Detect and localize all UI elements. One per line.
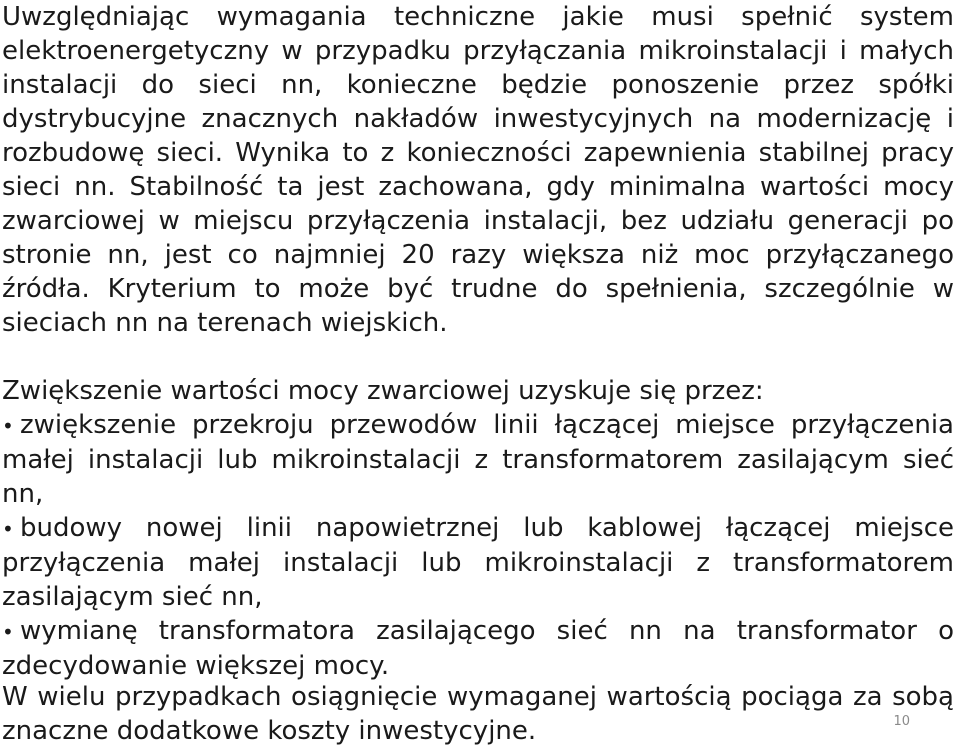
bullet-item: [2, 511, 954, 614]
bullet-text: wymianę transformatora zasilającego sieć nn na transformator o zdecydowanie większej mocy.: [2, 616, 954, 681]
page-number: 10: [893, 714, 910, 729]
bullet-item: [2, 408, 954, 511]
bullet-icon: •: [2, 517, 14, 541]
bullet-text: zwiększenie przekroju przewodów linii łączącej miejsce przyłączenia małej instalacji lub mikroinstalacji z transformatorem zasilającym sieć nn,: [2, 410, 954, 509]
bullet-text: budowy nowej linii napowietrznej lub kablowej łączącej miejsce przyłączenia małej instalacji lub mikroinstalacji z transformatorem zasilającym sieć nn,: [2, 513, 954, 612]
intro-paragraph: Uwzględniając wymagania techniczne jakie musi spełnić system elektroenergetyczny w przypadku przyłączania mikroinstalacji i małych instalacji do sieci nn, konieczne będzie ponoszenie przez spółki dystrybucyjne znacznych nakładów inwestycyjnych na modernizację i rozbudowę sieci. Wynika to z konieczności zapewnienia stabilnej pracy sieci nn. Stabilność ta jest zachowana, gdy minimalna wartości mocy zwarciowej w miejscu przyłączenia instalacji, bez udziału generacji po stronie nn, jest co najmniej 20 razy większa niż moc przyłączanego źródła. Kryterium to może być trudne do spełnienia, szczególnie w sieciach nn na terenach wiejskich.: [2, 2, 954, 338]
bullet-list: [2, 408, 954, 683]
measures-section: [2, 374, 954, 683]
closing-paragraph: W wielu przypadkach osiągnięcie wymaganej wartością pociąga za sobą znaczne dodatkowe koszty inwestycyjne.: [2, 682, 954, 746]
bullet-item: [2, 614, 954, 683]
bullet-icon: •: [2, 620, 14, 644]
lead-paragraph: Zwiększenie wartości mocy zwarciowej uzyskuje się przez:: [2, 376, 764, 406]
bullet-icon: •: [2, 414, 14, 438]
